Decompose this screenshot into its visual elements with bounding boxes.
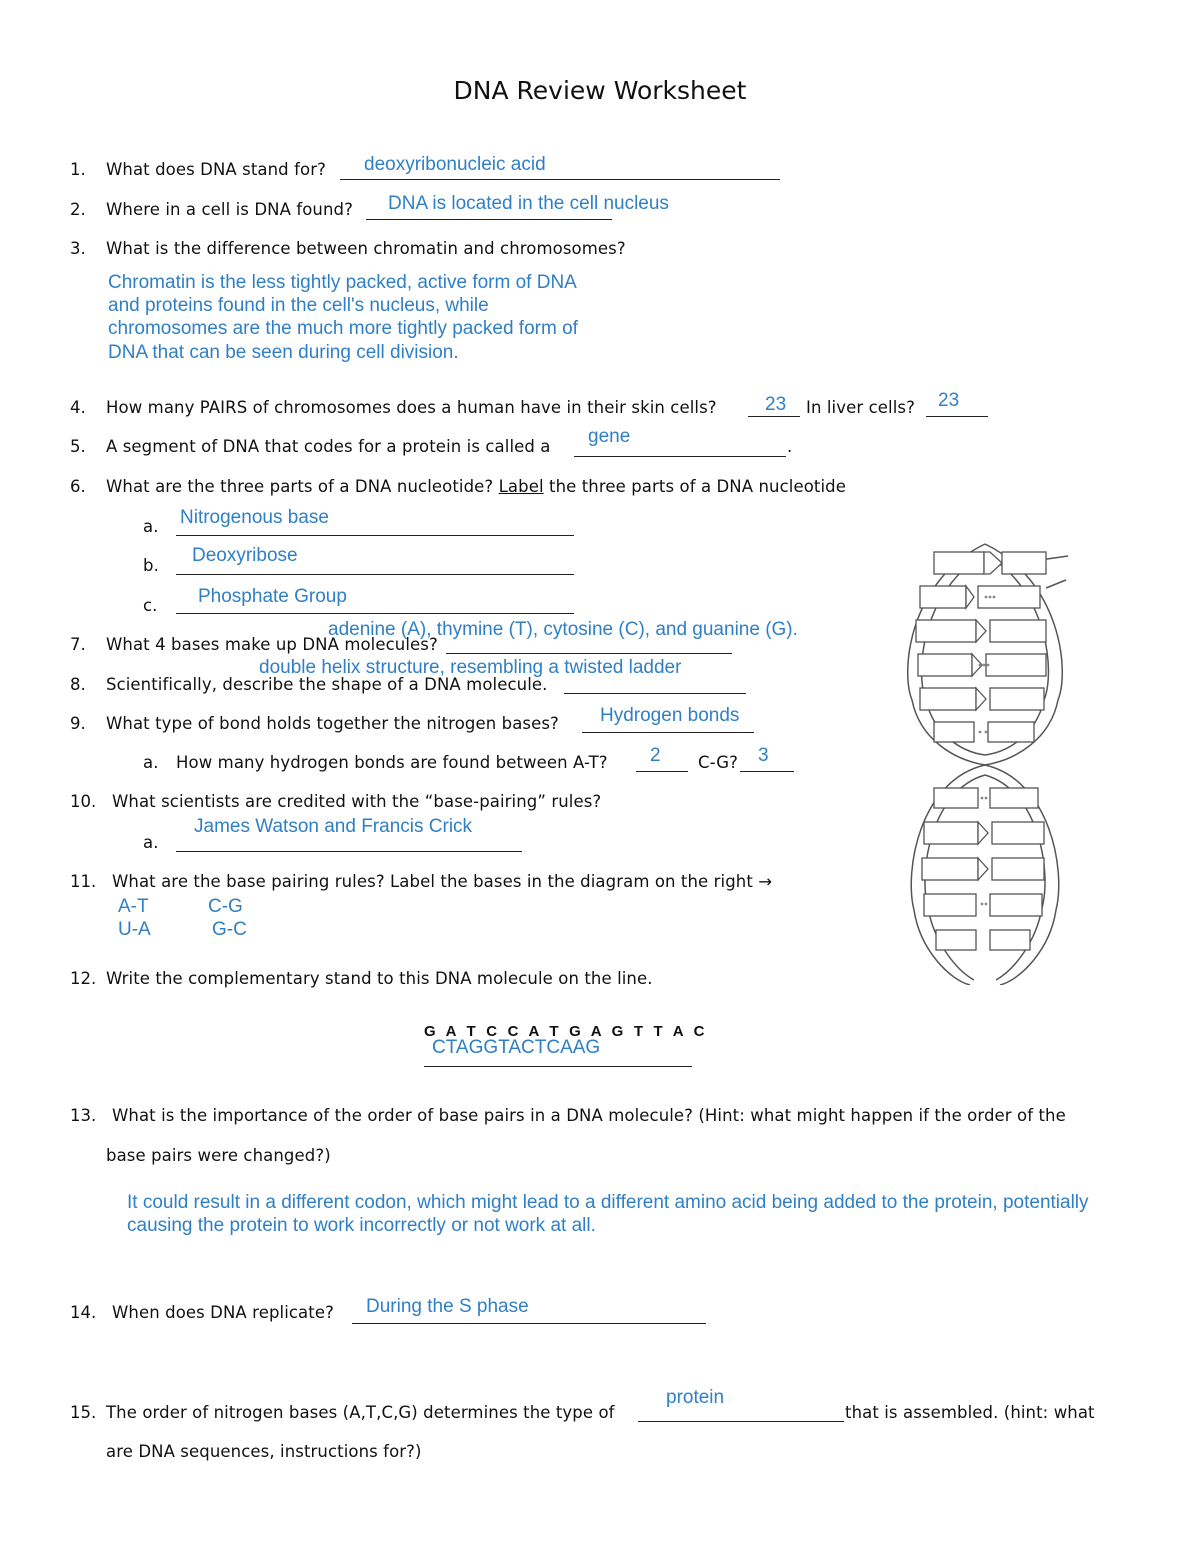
q1-answer[interactable]: deoxyribonucleic acid: [364, 154, 546, 175]
q13-text-2: base pairs were changed?): [106, 1146, 331, 1165]
page-title: DNA Review Worksheet: [453, 76, 747, 105]
q5-answer[interactable]: gene: [588, 426, 631, 447]
q11-answer-gc[interactable]: G-C: [212, 919, 247, 940]
q15-answer[interactable]: protein: [666, 1387, 725, 1408]
q1-text: What does DNA stand for?: [106, 160, 326, 179]
q12-text: Write the complementary stand to this DNA molecule on the line.: [106, 969, 653, 988]
q11-text: What are the base pairing rules? Label the bases in the diagram on the right →: [112, 872, 773, 891]
q6-text-post: the three parts of a DNA nucleotide: [549, 477, 846, 496]
q8-text: Scientifically, describe the shape of a DNA molecule.: [106, 675, 548, 694]
q8-number: 8.: [70, 675, 86, 694]
q6-text-label: Label: [498, 477, 544, 496]
q6-number: 6.: [70, 477, 86, 496]
q14-answer[interactable]: During the S phase: [366, 1296, 529, 1317]
q6c-answer-line[interactable]: [176, 613, 574, 614]
q9-answer-line[interactable]: [582, 732, 754, 733]
q4-skin-answer[interactable]: 23: [765, 394, 787, 415]
q15-text: The order of nitrogen bases (A,T,C,G) determines the type of: [106, 1403, 615, 1422]
q9a-at-answer-line[interactable]: [636, 771, 688, 772]
q4-liver-answer-line[interactable]: [926, 416, 988, 417]
q9a-text-cg: C-G?: [698, 753, 739, 772]
q13-number: 13.: [70, 1106, 97, 1125]
q11-number: 11.: [70, 872, 97, 891]
q13-answer-line-1[interactable]: It could result in a different codon, which might lead to a different amino acid being added to the protein, potentially: [127, 1192, 1089, 1213]
q10-number: 10.: [70, 792, 97, 811]
q5-answer-line[interactable]: [574, 456, 786, 457]
q14-text: When does DNA replicate?: [112, 1303, 334, 1322]
q7-text: What 4 bases make up DNA molecules?: [106, 635, 438, 654]
q3-number: 3.: [70, 239, 86, 258]
q15-answer-line[interactable]: [638, 1421, 844, 1422]
q6a-answer-line[interactable]: [176, 535, 574, 536]
q13-text: What is the importance of the order of base pairs in a DNA molecule? (Hint: what might happen if the order of the: [112, 1106, 1066, 1125]
q6b-answer-line[interactable]: [176, 574, 574, 575]
q15-text-post: that is assembled. (hint: what: [845, 1403, 1095, 1422]
q2-answer[interactable]: DNA is located in the cell nucleus: [388, 193, 669, 214]
q9-number: 9.: [70, 714, 86, 733]
q6a-letter: a.: [143, 517, 159, 536]
q9a-text: How many hydrogen bonds are found between A-T?: [176, 753, 608, 772]
q11-answer-at[interactable]: A-T: [118, 896, 149, 917]
q6b-answer[interactable]: Deoxyribose: [192, 545, 298, 566]
q9-text: What type of bond holds together the nitrogen bases?: [106, 714, 559, 733]
q15-text-2: are DNA sequences, instructions for?): [106, 1442, 422, 1461]
q13-answer-line-2[interactable]: causing the protein to work incorrectly or not work at all.: [127, 1215, 596, 1236]
q14-number: 14.: [70, 1303, 97, 1322]
q14-answer-line[interactable]: [352, 1323, 706, 1324]
q7-answer[interactable]: adenine (A), thymine (T), cytosine (C), and guanine (G).: [328, 619, 798, 640]
q8-answer[interactable]: double helix structure, resembling a twisted ladder: [259, 657, 682, 678]
q9a-cg-answer-line[interactable]: [740, 771, 794, 772]
q10-answer[interactable]: James Watson and Francis Crick: [194, 816, 473, 837]
q12-answer[interactable]: CTAGGTACTCAAG: [432, 1037, 601, 1058]
q12-number: 12.: [70, 969, 97, 988]
q11-answer-ua[interactable]: U-A: [118, 919, 151, 940]
q9a-at-answer[interactable]: 2: [650, 745, 661, 766]
q6a-answer[interactable]: Nitrogenous base: [180, 507, 329, 528]
q1-number: 1.: [70, 160, 86, 179]
q6-text: [106, 477, 846, 496]
q7-number: 7.: [70, 635, 86, 654]
q4-liver-answer[interactable]: 23: [938, 390, 960, 411]
q6c-answer[interactable]: Phosphate Group: [198, 586, 347, 607]
q4-text: How many PAIRS of chromosomes does a human have in their skin cells?: [106, 398, 717, 417]
q3-answer-line-3[interactable]: chromosomes are the much more tightly packed form of: [108, 318, 578, 339]
q2-number: 2.: [70, 200, 86, 219]
q6b-letter: b.: [143, 556, 159, 575]
q5-number: 5.: [70, 437, 86, 456]
q9a-letter: a.: [143, 753, 159, 772]
q10a-letter: a.: [143, 833, 159, 852]
q5-text: A segment of DNA that codes for a protein is called a: [106, 437, 551, 456]
q3-answer-line-4[interactable]: DNA that can be seen during cell division.: [108, 342, 459, 363]
q3-text: What is the difference between chromatin and chromosomes?: [106, 239, 626, 258]
q7-answer-line[interactable]: [446, 653, 732, 654]
q10-text: What scientists are credited with the “base-pairing” rules?: [112, 792, 602, 811]
q12-sequence: G A T C C A T G A G T T A C: [424, 1023, 708, 1040]
dna-double-helix-diagram-icon: [890, 540, 1080, 985]
q4-text-liver: In liver cells?: [806, 398, 915, 417]
q6c-letter: c.: [143, 596, 158, 615]
q12-answer-line[interactable]: [424, 1066, 692, 1067]
q9-answer[interactable]: Hydrogen bonds: [600, 705, 740, 726]
q3-answer-line-2[interactable]: and proteins found in the cell's nucleus, while: [108, 295, 489, 316]
q4-skin-answer-line[interactable]: [748, 416, 800, 417]
q1-answer-line[interactable]: [340, 179, 780, 180]
q9a-cg-answer[interactable]: 3: [758, 745, 769, 766]
q11-answer-cg[interactable]: C-G: [208, 896, 243, 917]
q3-answer-line-1[interactable]: Chromatin is the less tightly packed, active form of DNA: [108, 272, 577, 293]
q10-answer-line[interactable]: [176, 851, 522, 852]
q15-number: 15.: [70, 1403, 97, 1422]
q2-answer-line[interactable]: [366, 219, 612, 220]
q8-answer-line[interactable]: [564, 693, 746, 694]
q5-period: .: [787, 437, 793, 456]
q4-number: 4.: [70, 398, 86, 417]
q2-text: Where in a cell is DNA found?: [106, 200, 353, 219]
q6-text-pre: What are the three parts of a DNA nucleotide?: [106, 477, 494, 496]
